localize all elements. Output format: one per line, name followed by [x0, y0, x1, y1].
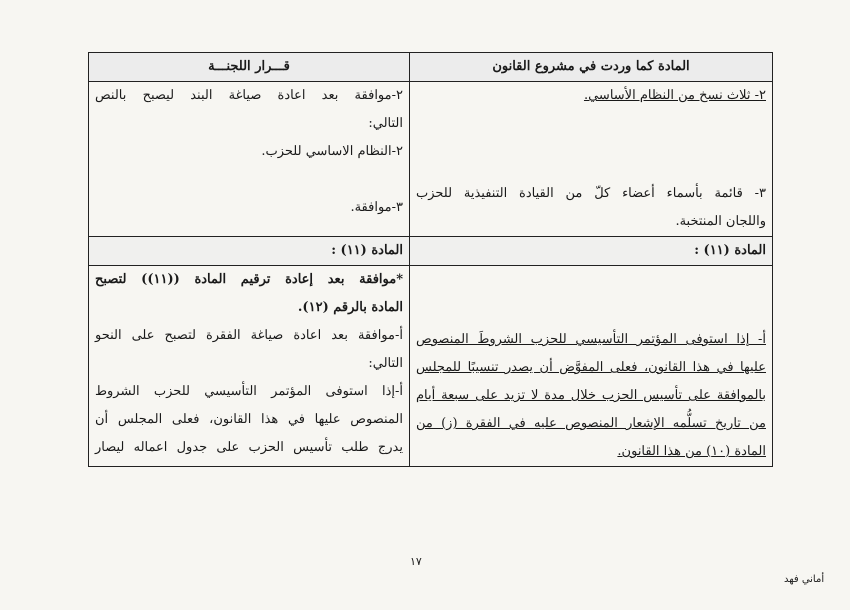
- decision-line: ٣-موافقة.: [350, 200, 403, 215]
- draft-text-line: أ- إذا استوفى المؤتمر التأسيسي للحزب الشروطَ المنصوص: [416, 332, 766, 347]
- cell-committee-items: [89, 82, 410, 237]
- header-committee-decision: قـــرار اللجنـــة: [89, 53, 410, 82]
- article-11-decision-heading: المادة (١١) :: [89, 237, 410, 266]
- draft-text-line: المادة (١٠) من هذا القانون.: [617, 444, 766, 459]
- cell-decision-article-11: [89, 266, 410, 467]
- decision-line: المنصوص عليها في هذا القانون، فعلى المجلس أن: [95, 412, 403, 427]
- decision-bold-line: *موافقة بعد إعادة ترقيم المادة ((١١)) لتصبح: [95, 272, 403, 287]
- draft-text-line: بالموافقة على تأسيس الحزب خلال مدة لا تزيد على سبعة أيام: [416, 388, 766, 403]
- draft-item-3-line2: واللجان المنتخبة.: [675, 214, 766, 229]
- signature: أماني فهد: [784, 574, 825, 585]
- decision-line: ٢-موافقة بعد اعادة صياغة البند ليصبح بالنص: [95, 88, 403, 103]
- table-row: [89, 82, 773, 237]
- article-11-draft-heading: المادة (١١) :: [410, 237, 773, 266]
- draft-item-3-line1: ٣- قائمة بأسماء أعضاء كلّ من القيادة التنفيذية للحزب: [416, 186, 766, 201]
- decision-bold-line: المادة بالرقم (١٢).: [297, 300, 403, 315]
- decision-line: التالي:: [368, 116, 403, 131]
- decision-line: أ-إذا استوفى المؤتمر التأسيسي للحزب الشروط: [95, 384, 403, 399]
- page-number: ١٧: [410, 555, 422, 568]
- comparison-table: [88, 52, 773, 467]
- table-header-row: [89, 53, 773, 82]
- header-law-draft: المادة كما وردت في مشروع القانون: [410, 53, 773, 82]
- decision-line: يدرج طلب تأسيس الحزب على جدول اعماله ليصار: [95, 440, 403, 455]
- article-heading-row: [89, 237, 773, 266]
- decision-line: ٢-النظام الاساسي للحزب.: [261, 144, 403, 159]
- draft-text-line: من تاريخ تسلُّمه الإشعار المنصوص عليه في الفقرة (ز) من: [416, 416, 766, 431]
- cell-draft-items: [410, 82, 773, 237]
- decision-line: التالي:: [368, 356, 403, 371]
- draft-text-line: عليها في هذا القانون، فعلى المفوَّض أن يصدر تنسيبًا للمجلس: [416, 360, 766, 375]
- draft-item-2: ٢- ثلاث نسخ من النظام الأساسي.: [583, 88, 766, 103]
- decision-line: أ-موافقة بعد اعادة صياغة الفقرة لتصبح على النحو: [95, 328, 403, 343]
- cell-draft-article-11: [410, 266, 773, 467]
- table-row: [89, 266, 773, 467]
